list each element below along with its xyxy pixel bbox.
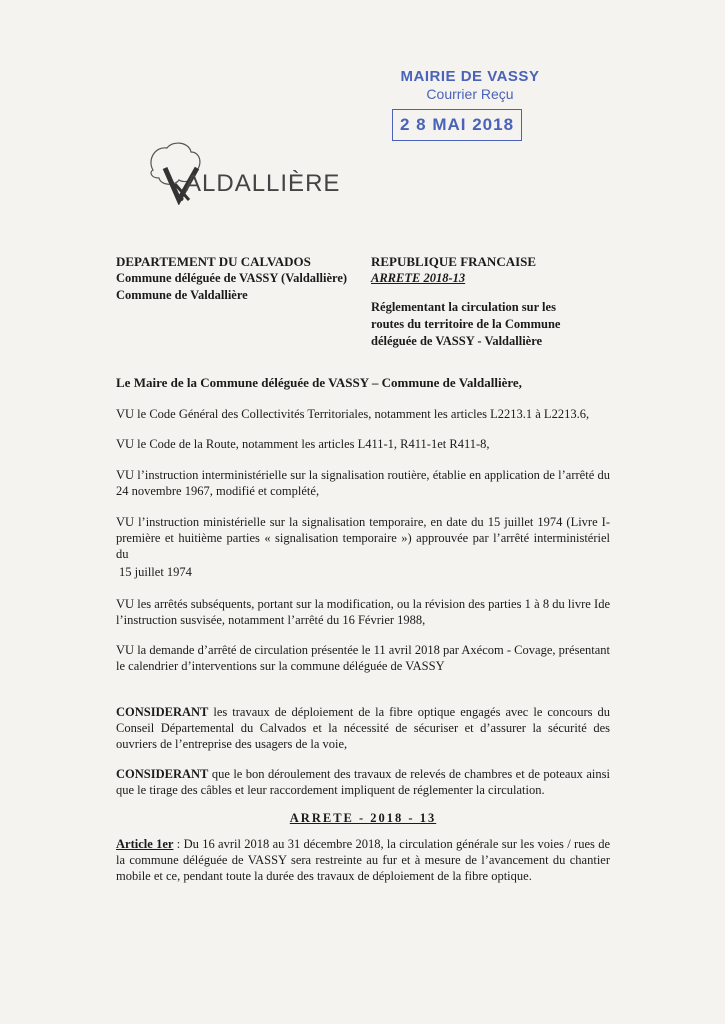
stamp-mairie: MAIRIE DE VASSY [400,68,540,85]
arrete-object: Réglementant la circulation sur les routes du territoire de la Commune déléguée de VASSY - Valdallière [371,300,561,348]
document-body [116,375,610,884]
considerant-1 [116,704,610,752]
considerant-2-text: que le bon déroulement des travaux de relevés de chambres et de poteaux ainsi que le tirage des câbles et leur raccordement impliquent de réglementer la circulation. [116,767,610,797]
article-1 [116,836,610,884]
vu-paragraph-6: VU la demande d’arrêté de circulation présentée le 11 avril 2018 par Axécom - Covage, présentant le calendrier d’interventions sur la commune déléguée de VASSY [116,643,610,673]
commune-label: Commune de Valdallière [116,288,248,302]
article-1-text: : Du 16 avril 2018 au 31 décembre 2018, la circulation générale sur les voies / rues de la commune déléguée de VASSY sera restreinte au fur et à mesure de l’avancement du chantier mobile et ce, pendant toute la durée des travaux de déploiement de la fibre optique. [116,837,610,883]
considerant-2 [116,766,610,798]
considerant-2-word: CONSIDERANT [116,767,209,781]
stamp-date: 2 8 MAI 2018 [392,109,522,141]
reception-stamp [390,68,550,102]
commune-deleguee-label: Commune déléguée de VASSY (Valdallière) [116,271,348,285]
article-1-label: Article 1er [116,837,174,851]
header-left [116,253,366,304]
republique-label: REPUBLIQUE FRANCAISE [371,254,537,269]
arrete-title-text: ARRETE - 2018 - 13 [289,811,437,825]
header-right [371,253,571,350]
arrete-number: ARRETE 2018-13 [371,271,466,285]
vu-paragraph-4: VU l’instruction ministérielle sur la signalisation temporaire, en date du 15 juillet 1974 (Livre I-première et huitième parties « signalisation temporaire ») approuvée par l’arrêté interministériel du [116,515,610,561]
vu-paragraph-4-date: 15 juillet 1974 [119,565,192,579]
logo-text: ALDALLIÈRE [185,170,341,197]
valdalliere-logo [145,140,345,205]
considerant-1-word: CONSIDERANT [116,705,209,719]
department-label: DEPARTEMENT DU CALVADOS [116,254,311,269]
stamp-courrier: Courrier Reçu [426,86,514,102]
maire-heading: Le Maire de la Commune déléguée de VASSY – Commune de Valdallière, [116,375,522,390]
arrete-title [116,810,610,826]
considerant-1-text: les travaux de déploiement de la fibre optique engagés avec le concours du Conseil Départemental du Calvados et la nécessité de sécuriser et d’assurer la sécurité des ouvriers de l’entreprise des usagers de la voie, [116,705,610,751]
vu-paragraph-1: VU le Code Général des Collectivités Territoriales, notamment les articles L2213.1 à L2213.6, [116,407,590,421]
vu-paragraph-5: VU les arrêtés subséquents, portant sur la modification, ou la révision des parties 1 à 8 du livre Ide l’instruction susvisée, notamment l’arrêté du 16 Février 1988, [116,597,610,627]
vu-paragraph-3: VU l’instruction interministérielle sur la signalisation routière, établie en application de l’arrêté du 24 novembre 1967, modifié et complété, [116,468,610,498]
vu-paragraph-2: VU le Code de la Route, notamment les articles L411-1, R411-1et R411-8, [116,437,490,451]
